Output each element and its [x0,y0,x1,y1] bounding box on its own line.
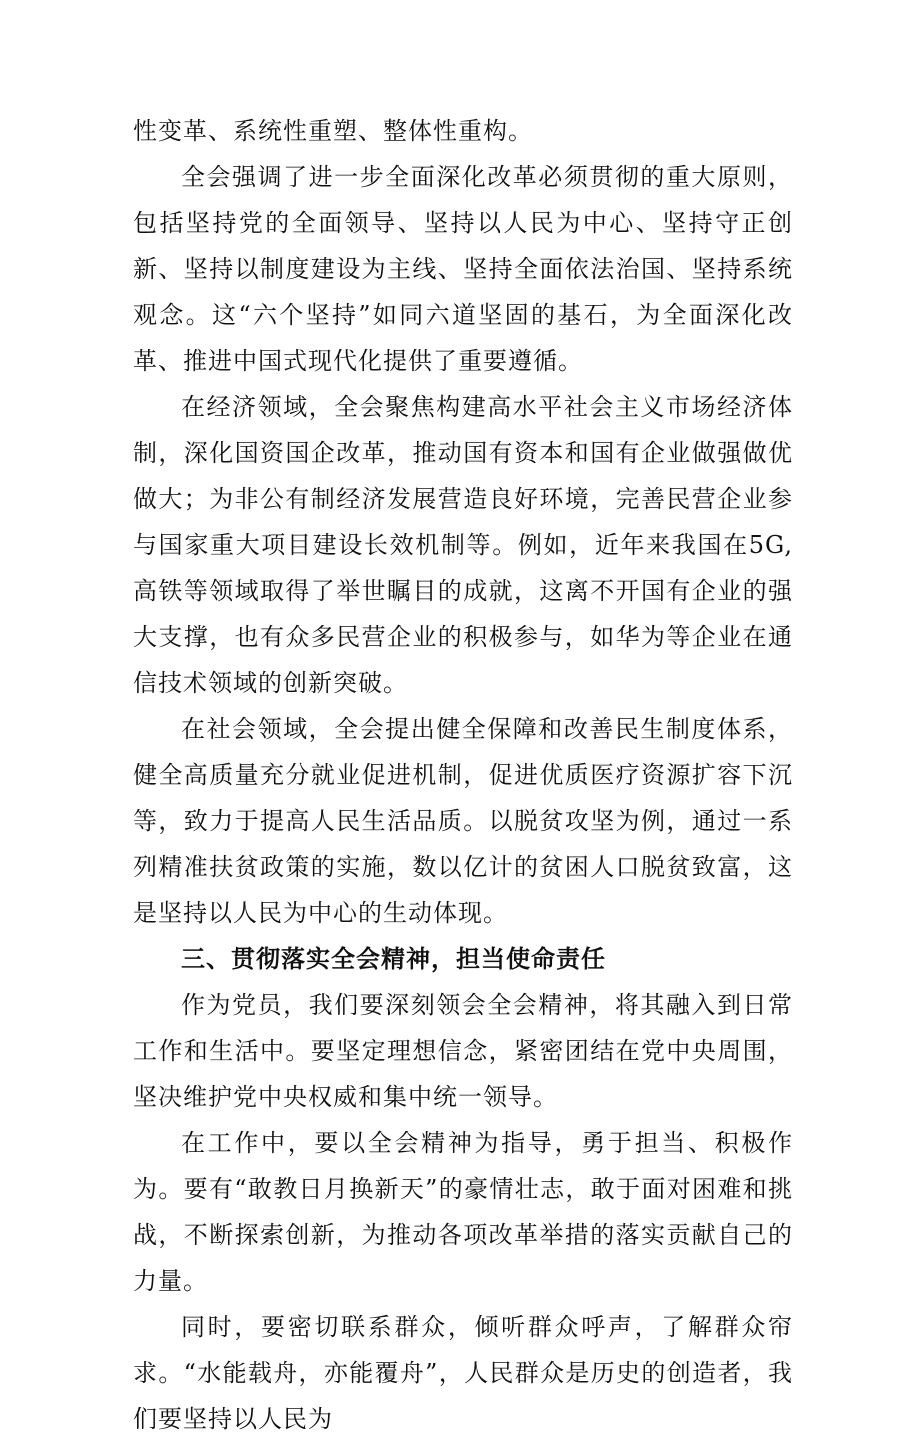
paragraph-masses: 同时，要密切联系群众，倾听群众呼声，了解群众帘求。“水能载舟，亦能覆舟”，人民群众是历史的创造者，我们要坚持以人民为 [133,1313,793,1433]
paragraph-economy: 在经济领域，全会聚焦构建高水平社会主义市场经济体制，深化国资国企改革，推动国有资本和国有企业做强做优做大；为非公有制经济发展营造良好环境，完善民营企业参与国家重大项目建设长效机制等。例如，近年来我国在5G,高铁等领域取得了举世瞩目的成就，这离不开国有企业的强大支撑，也有众多民营企业的积极参与，如华为等企业在通信技术领域的创新突破。 [133,393,793,697]
paragraph-continuation: 性变革、系统性重塑、整体性重构。 [133,117,533,145]
document-body [133,108,793,1442]
section-heading: 三、贯彻落实全会精神，担当使命责任 [181,945,606,973]
paragraph-party-member: 作为党员，我们要深刻领会全会精神，将其融入到日常工作和生活中。要坚定理想信念，紧密团结在党中央周围，坚决维护党中央权威和集中统一领导。 [133,991,793,1111]
paragraph-work: 在工作中，要以全会精神为指导，勇于担当、积极作为。要有“敢教日月换新天”的豪情壮志，敢于面对困难和挑战，不断探索创新，为推动各项改革举措的落实贡献自己的力量。 [133,1129,793,1295]
paragraph-society: 在社会领域，全会提出健全保障和改善民生制度体系，健全高质量充分就业促进机制，促进优质医疗资源扩容下沉等，致力于提高人民生活品质。以脱贫攻坚为例，通过一系列精准扶贫政策的实施，数以亿计的贫困人口脱贫致富，这是坚持以人民为中心的生动体现。 [133,715,793,927]
paragraph-principles: 全会强调了进一步全面深化改革必须贯彻的重大原则，包括坚持党的全面领导、坚持以人民为中心、坚持守正创新、坚持以制度建设为主线、坚持全面依法治国、坚持系统观念。这“六个坚持”如同六道坚固的基石，为全面深化改革、推进中国式现代化提供了重要遵循。 [133,163,793,375]
